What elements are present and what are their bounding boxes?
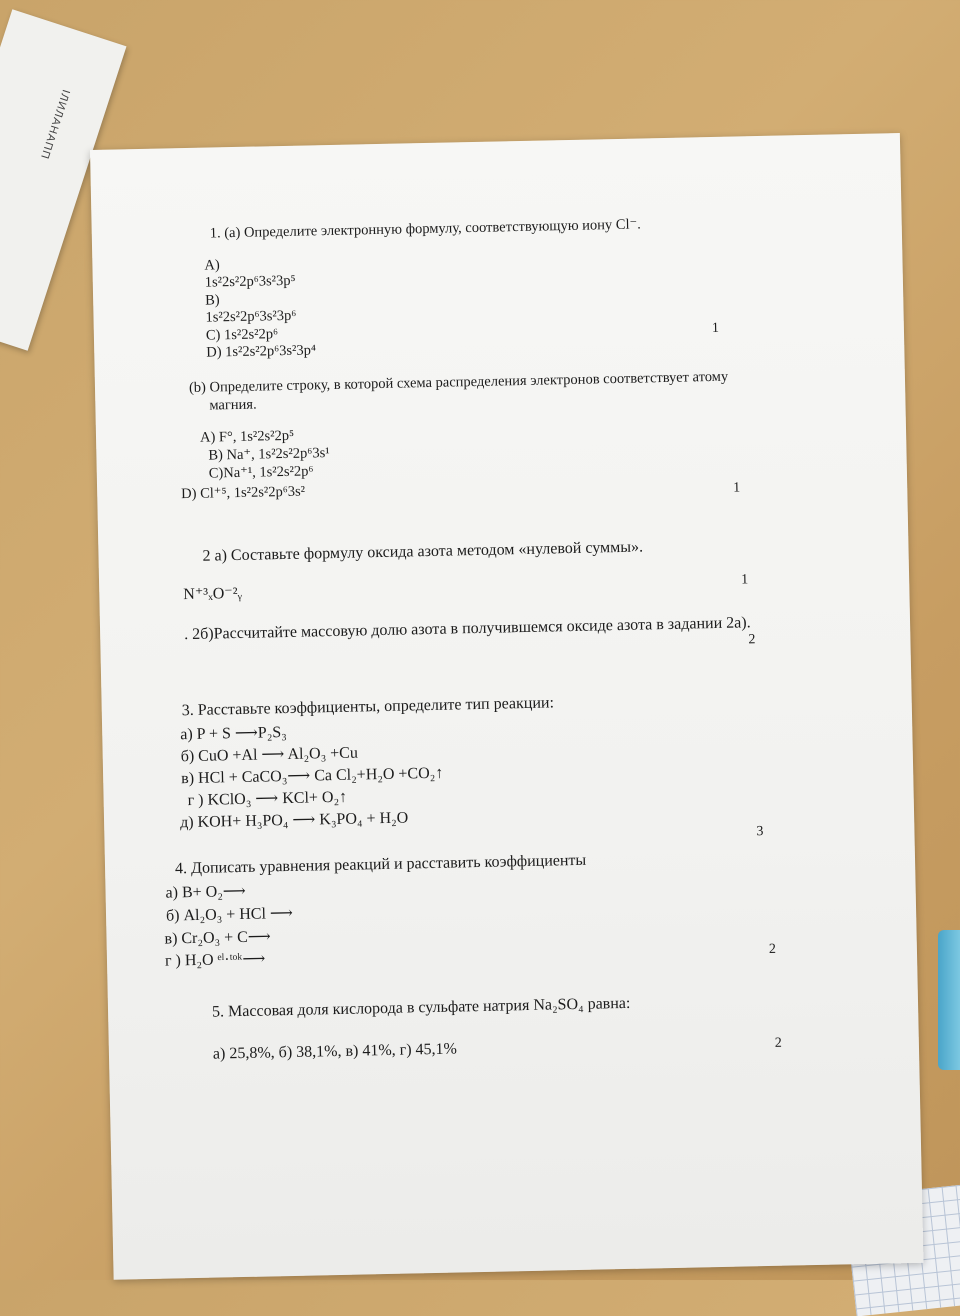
q3-line: в) HCl + CaCO₃⟶ Ca Cl₂+H₂O +CO₂↑ xyxy=(181,764,444,788)
q1b-option: A) F°, 1s²2s²2p⁵ xyxy=(199,427,295,446)
q4-score: 2 xyxy=(768,941,777,957)
q2b-score: 2 xyxy=(748,632,756,648)
q1a-option: C) 1s²2s²2p⁶ xyxy=(205,326,279,344)
q4-prompt: 4. Дописать уравнения реакций и расставить коэффициенты xyxy=(174,851,587,878)
q2a-score: 1 xyxy=(740,572,749,588)
q3-line: г ) KClO₃ ⟶ KCl+ O₂↑ xyxy=(187,788,348,810)
q4-line: г ) H₂O ᵉˡ·ᵗᵒᵏ⟶ xyxy=(164,950,266,970)
q5-prompt: 5. Массовая доля кислорода в сульфате натрия Na₂SO₄ равна: xyxy=(211,994,631,1021)
worksheet xyxy=(90,133,923,1280)
q4-line: в) Cr₂O₃ + C⟶ xyxy=(164,928,271,948)
q1a-option: 1s²2s²2p⁶3s²3p⁵ xyxy=(204,272,296,291)
q1b-option: C)Na⁺¹, 1s²2s²2p⁶ xyxy=(208,463,314,482)
edge-label: ІЛИЛАНАПП xyxy=(37,87,72,161)
q3-line: д) KOH+ H₃PO₄ ⟶ K₃PO₄ + H₂O xyxy=(179,809,409,832)
q3-line: б) CuO +Al ⟶ Al₂O₃ +Cu xyxy=(180,744,359,766)
q2a-formula: N⁺³ₓO⁻²ᵧ xyxy=(183,584,242,604)
q1b-prompt: (b) Определите строку, в которой схема распределения электронов соответствует атому xyxy=(188,368,729,396)
q1b-prompt-cont: магния. xyxy=(209,396,257,414)
q5-options: а) 25,8%, б) 38,1%, в) 41%, г) 45,1% xyxy=(212,1040,458,1063)
q2a-prompt: 2 а) Составьте формулу оксида азота методом «нулевой суммы». xyxy=(202,538,644,565)
q1a-option: A) xyxy=(204,257,220,274)
q1a-prompt: 1. (а) Определите электронную формулу, соответствующую иону Cl⁻. xyxy=(209,216,641,242)
q1b-option: D) Cl⁺⁵, 1s²2s²2p⁶3s² xyxy=(181,483,306,503)
blue-object xyxy=(938,930,960,1070)
q1a-score: 1 xyxy=(711,320,720,337)
q1b-score: 1 xyxy=(733,480,741,496)
q1b-option: B) Na⁺, 1s²2s²2p⁶3s¹ xyxy=(208,445,330,464)
q3-line: а) P + S ⟶P₂S₃ xyxy=(180,724,287,744)
q5-score: 2 xyxy=(774,1035,783,1051)
q4-line: а) B+ O₂⟶ xyxy=(165,882,246,902)
q3-prompt: 3. Расставьте коэффициенты, определите тип реакции: xyxy=(181,694,555,720)
q1a-option: D) 1s²2s²2p⁶3s²3p⁴ xyxy=(206,342,317,361)
q3-score: 3 xyxy=(756,824,764,840)
q2b-prompt: . 2б)Рассчитайте массовую долю азота в получившемся оксиде азота в задании 2а). xyxy=(183,614,751,644)
q1a-option: B) xyxy=(205,292,220,309)
q1a-option: 1s²2s²2p⁶3s²3p⁶ xyxy=(205,307,297,326)
q4-line: б) Al₂O₃ + HCl ⟶ xyxy=(165,904,294,925)
